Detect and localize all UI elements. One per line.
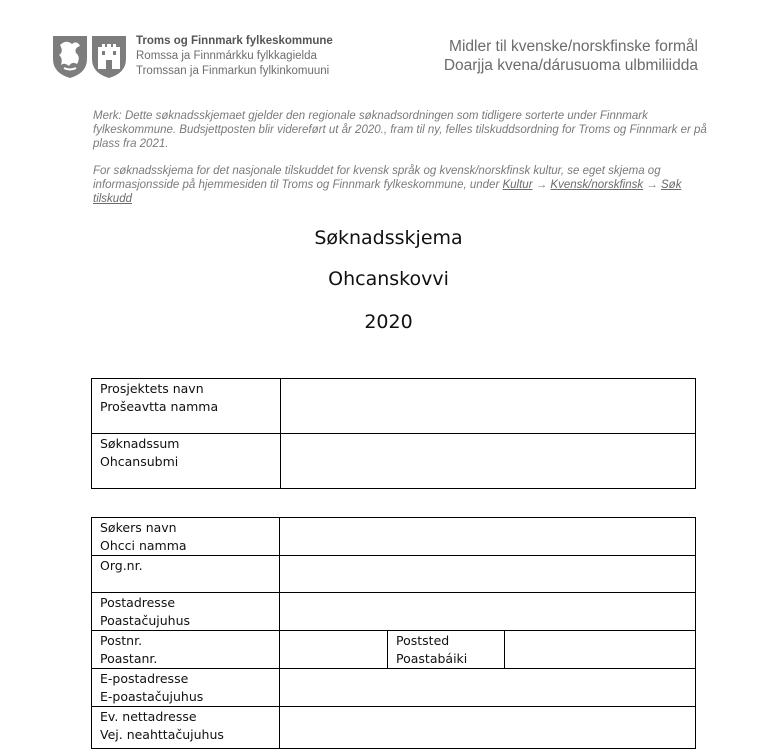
org-line-1: Troms og Finnmark fylkeskommune [136, 35, 333, 47]
table-row [92, 556, 696, 593]
label-no: Org.nr. [100, 558, 143, 573]
label-no: Poststed [396, 633, 450, 648]
logo [52, 35, 128, 79]
label-no: Søknadssum [100, 436, 180, 451]
project-table [91, 378, 696, 489]
table-row [92, 631, 696, 669]
postal-place-field[interactable] [505, 631, 696, 669]
kvensk-link[interactable]: Kvensk/norskfinsk [550, 179, 644, 191]
form-year: 2020 [364, 311, 413, 333]
email-field[interactable] [280, 669, 696, 707]
label-se: Poastačujuhus [100, 613, 191, 628]
regional-note: Merk: Dette søknadsskjemaet gjelder den regionale søknadsordningen som tidligere sorterte under Finnmark fylkeskommune. Budsjettposten blir videreført ut år 2020., fram til ny, felles tilskuddsordning for Troms og Finnmark er på plass fra 2021. [93, 110, 707, 150]
postal-address-field[interactable] [280, 593, 696, 631]
label-no: Søkers navn [100, 520, 177, 535]
label-no: Postadresse [100, 595, 176, 610]
program-title-line-1: Midler til kvenske/norskfinske formål [449, 38, 698, 55]
postal-place-label [388, 631, 505, 669]
org-number-field[interactable] [280, 556, 696, 593]
website-label [92, 707, 280, 749]
breadcrumb-arrow: → [532, 179, 551, 191]
amount-field[interactable] [281, 434, 696, 489]
amount-label [92, 434, 281, 489]
postal-code-label [92, 631, 280, 669]
form-title-sami: Ohcanskovvi [328, 268, 449, 290]
form-title: Søknadsskjema [314, 227, 463, 249]
label-se: Poastabáiki [396, 651, 468, 666]
table-row [92, 379, 696, 434]
table-row [92, 434, 696, 489]
label-se: Vej. neahttačujuhus [100, 727, 224, 742]
organization-name [136, 34, 333, 79]
org-line-3: Tromssan ja Finmarkun fylkinkomuuni [136, 65, 330, 77]
national-note-text: For søknadsskjema for det nasjonale tilskuddet for kvensk språk og kvensk/norskfinsk kultur, se eget skjema og informasjonsside på hjemmesiden til Troms og Finnmark fylkeskommune, under [93, 165, 661, 191]
table-row [92, 518, 696, 556]
applicant-name-field[interactable] [280, 518, 696, 556]
table-row [92, 593, 696, 631]
applicant-name-label [92, 518, 280, 556]
coat-of-arms-castle-icon [92, 36, 126, 78]
label-no: Ev. nettadresse [100, 709, 197, 724]
label-no: Postnr. [100, 633, 143, 648]
org-number-label [92, 556, 280, 593]
label-se: Prošeavtta namma [100, 399, 219, 414]
label-no: Prosjektets navn [100, 381, 204, 396]
label-se: Ohcansubmi [100, 454, 179, 469]
project-name-label [92, 379, 281, 434]
website-field[interactable] [280, 707, 696, 749]
table-row [92, 707, 696, 749]
national-note [93, 164, 713, 206]
kultur-link[interactable]: Kultur [502, 179, 533, 191]
applicant-table [91, 517, 696, 749]
label-no: E-postadresse [100, 671, 189, 686]
label-se: Ohcci namma [100, 538, 187, 553]
label-se: Poastanr. [100, 651, 158, 666]
program-title [444, 37, 698, 75]
email-label [92, 669, 280, 707]
coat-of-arms-dragon-icon [53, 36, 87, 78]
label-se: E-poastačujuhus [100, 689, 204, 704]
sok-tilskudd-link[interactable]: Søk tilskudd [93, 179, 682, 205]
org-line-2: Romssa ja Finnmárkku fylkkagielda [136, 50, 317, 62]
program-title-line-2: Doarjja kvena/dárusuoma ulbmiliidda [443, 57, 698, 74]
postal-code-field[interactable] [280, 631, 388, 669]
project-name-field[interactable] [281, 379, 696, 434]
breadcrumb-arrow-2: → [643, 179, 661, 191]
table-row [92, 669, 696, 707]
postal-address-label [92, 593, 280, 631]
